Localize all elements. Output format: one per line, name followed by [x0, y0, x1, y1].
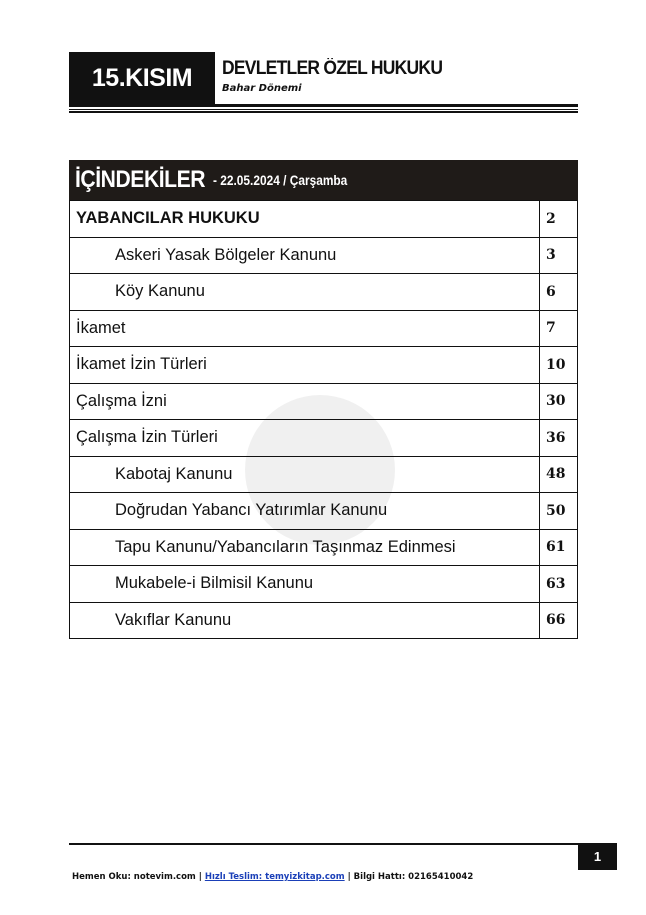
toc-entry-title: Doğrudan Yabancı Yatırımlar Kanunu [70, 493, 540, 530]
toc-entry-page: 48 [540, 456, 578, 493]
header-rule-bottom [69, 111, 578, 113]
toc-date: - 22.05.2024 / Çarşamba [212, 172, 348, 188]
toc-row[interactable] [70, 456, 578, 493]
toc-entry-page: 36 [540, 420, 578, 457]
table-of-contents [69, 160, 578, 639]
toc-entry-title: Kabotaj Kanunu [70, 456, 540, 493]
footer-read-link[interactable]: Hemen Oku: notevim.com [72, 872, 196, 882]
toc-entry-title: Vakıflar Kanunu [70, 602, 540, 639]
toc-entry-page: 10 [540, 347, 578, 384]
footer-info [72, 872, 473, 882]
toc-row[interactable] [70, 347, 578, 384]
toc-entry-page: 63 [540, 566, 578, 603]
toc-entry-title: Çalışma İzin Türleri [70, 420, 540, 457]
footer-rule [69, 843, 578, 845]
toc-row[interactable] [70, 310, 578, 347]
footer-separator: | [344, 872, 354, 882]
footer-hotline: Bilgi Hattı: 02165410042 [353, 872, 474, 882]
toc-heading-bar [69, 160, 578, 200]
toc-entry-page: 66 [540, 602, 578, 639]
footer-separator: | [195, 872, 205, 882]
toc-heading: İÇİNDEKİLER [75, 166, 206, 193]
toc-entry-page: 30 [540, 383, 578, 420]
toc-row[interactable] [70, 237, 578, 274]
toc-row[interactable] [70, 602, 578, 639]
toc-row[interactable] [70, 493, 578, 530]
toc-row[interactable] [70, 529, 578, 566]
toc-entry-page: 50 [540, 493, 578, 530]
toc-entry-title: YABANCILAR HUKUKU [70, 201, 540, 238]
toc-entry-title: İkamet İzin Türleri [70, 347, 540, 384]
document-subtitle: Bahar Dönemi [222, 83, 302, 94]
footer-delivery-link[interactable]: Hızlı Teslim: temyizkitap.com [204, 872, 345, 882]
toc-entry-title: Çalışma İzni [70, 383, 540, 420]
header-rule-thin [69, 109, 578, 110]
toc-entry-page: 3 [540, 237, 578, 274]
toc-table [69, 200, 578, 639]
toc-row[interactable] [70, 201, 578, 238]
part-label: 15.KISIM [69, 52, 215, 104]
toc-row[interactable] [70, 566, 578, 603]
toc-entry-page: 2 [540, 201, 578, 238]
toc-entry-page: 61 [540, 529, 578, 566]
toc-row[interactable] [70, 383, 578, 420]
toc-row[interactable] [70, 420, 578, 457]
toc-entry-title: Köy Kanunu [70, 274, 540, 311]
header-rule-thick [69, 104, 578, 107]
toc-entry-page: 7 [540, 310, 578, 347]
toc-entry-title: İkamet [70, 310, 540, 347]
page-number: 1 [578, 843, 617, 870]
toc-entry-title: Tapu Kanunu/Yabancıların Taşınmaz Edinmesi [70, 529, 540, 566]
toc-entry-page: 6 [540, 274, 578, 311]
toc-entry-title: Askeri Yasak Bölgeler Kanunu [70, 237, 540, 274]
toc-row[interactable] [70, 274, 578, 311]
document-title: DEVLETLER ÖZEL HUKUKU [222, 58, 443, 79]
toc-entry-title: Mukabele-i Bilmisil Kanunu [70, 566, 540, 603]
page-header [69, 52, 578, 104]
